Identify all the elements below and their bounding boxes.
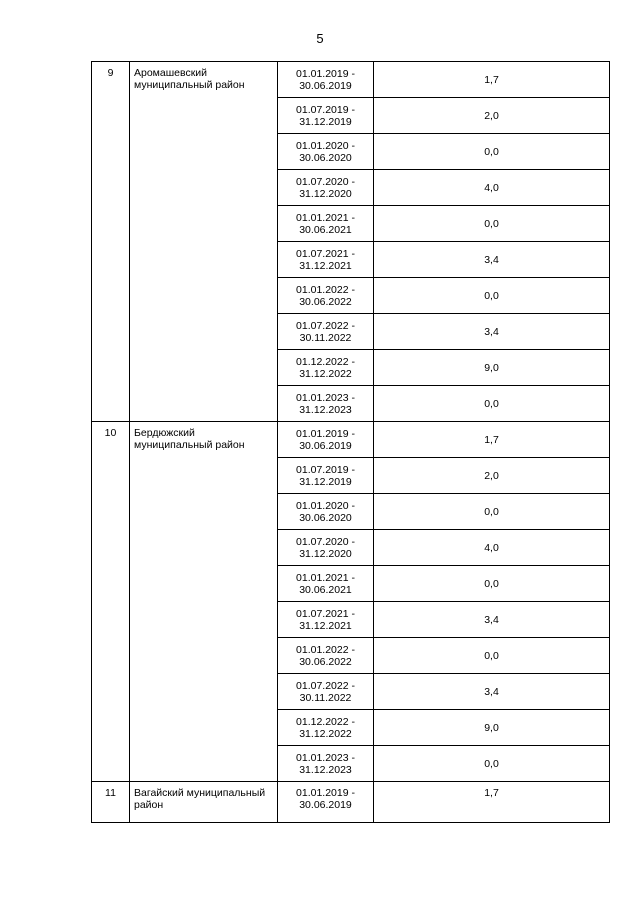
period-start: 01.01.2020 - [296,139,355,152]
table-row [92,422,610,458]
value-cell: 0,0 [374,278,610,314]
period-end: 30.06.2020 [299,511,352,524]
period-end: 30.06.2020 [299,151,352,164]
period-start: 01.07.2020 - [296,175,355,188]
period-cell [278,278,374,314]
table-row [92,782,610,823]
period-cell [278,746,374,782]
row-number: 9 [92,62,130,422]
period-cell [278,674,374,710]
period-start: 01.07.2021 - [296,607,355,620]
period-end: 30.06.2022 [299,655,352,668]
period-end: 30.06.2019 [299,79,352,92]
period-cell [278,242,374,278]
period-cell [278,314,374,350]
period-cell [278,350,374,386]
value-cell: 4,0 [374,530,610,566]
period-start: 01.07.2019 - [296,103,355,116]
period-cell [278,386,374,422]
period-cell [278,98,374,134]
value-cell: 9,0 [374,350,610,386]
period-end: 31.12.2021 [299,619,352,632]
period-start: 01.07.2021 - [296,247,355,260]
period-start: 01.07.2019 - [296,463,355,476]
value-cell: 2,0 [374,98,610,134]
value-cell: 9,0 [374,710,610,746]
period-end: 31.12.2021 [299,259,352,272]
period-cell [278,422,374,458]
period-end: 31.12.2019 [299,115,352,128]
value-cell: 0,0 [374,386,610,422]
period-start: 01.01.2019 - [296,787,355,799]
value-cell: 1,7 [374,782,610,823]
district-name: Вагайский муниципальный район [130,782,278,823]
period-cell [278,782,374,823]
period-end: 30.06.2021 [299,583,352,596]
row-number: 11 [92,782,130,823]
period-start: 01.01.2023 - [296,751,355,764]
row-number: 10 [92,422,130,782]
period-start: 01.01.2019 - [296,67,355,80]
district-name: Бердюжский муниципальный район [130,422,278,782]
period-cell [278,494,374,530]
period-end: 30.06.2019 [299,799,352,811]
period-end: 30.06.2021 [299,223,352,236]
period-start: 01.01.2021 - [296,571,355,584]
period-end: 30.11.2022 [299,691,352,704]
period-end: 31.12.2022 [299,367,352,380]
period-end: 30.11.2022 [299,331,352,344]
period-end: 31.12.2020 [299,547,352,560]
value-cell: 3,4 [374,314,610,350]
table-row [92,62,610,98]
period-end: 31.12.2019 [299,475,352,488]
period-start: 01.07.2020 - [296,535,355,548]
period-end: 30.06.2022 [299,295,352,308]
district-name: Аромашевский муниципальный район [130,62,278,422]
period-end: 31.12.2023 [299,403,352,416]
value-cell: 3,4 [374,602,610,638]
value-cell: 3,4 [374,674,610,710]
period-cell [278,710,374,746]
value-cell: 0,0 [374,746,610,782]
period-start: 01.01.2022 - [296,643,355,656]
period-start: 01.01.2019 - [296,427,355,440]
period-cell [278,602,374,638]
value-cell: 0,0 [374,134,610,170]
page-number: 5 [316,31,324,46]
period-start: 01.07.2022 - [296,319,355,332]
period-start: 01.12.2022 - [296,355,355,368]
period-cell [278,170,374,206]
value-cell: 4,0 [374,170,610,206]
value-cell: 1,7 [374,422,610,458]
value-cell: 2,0 [374,458,610,494]
period-cell [278,458,374,494]
period-cell [278,134,374,170]
value-cell: 1,7 [374,62,610,98]
period-start: 01.01.2021 - [296,211,355,224]
rate-table [91,61,610,823]
period-cell [278,206,374,242]
period-end: 31.12.2022 [299,727,352,740]
period-start: 01.01.2023 - [296,391,355,404]
value-cell: 0,0 [374,638,610,674]
period-end: 30.06.2019 [299,439,352,452]
value-cell: 0,0 [374,494,610,530]
period-start: 01.07.2022 - [296,679,355,692]
period-cell [278,638,374,674]
value-cell: 0,0 [374,206,610,242]
period-start: 01.01.2022 - [296,283,355,296]
period-end: 31.12.2020 [299,187,352,200]
period-end: 31.12.2023 [299,763,352,776]
period-cell [278,566,374,602]
table-body [92,62,610,823]
period-cell [278,530,374,566]
value-cell: 0,0 [374,566,610,602]
period-cell [278,62,374,98]
value-cell: 3,4 [374,242,610,278]
period-start: 01.12.2022 - [296,715,355,728]
period-start: 01.01.2020 - [296,499,355,512]
